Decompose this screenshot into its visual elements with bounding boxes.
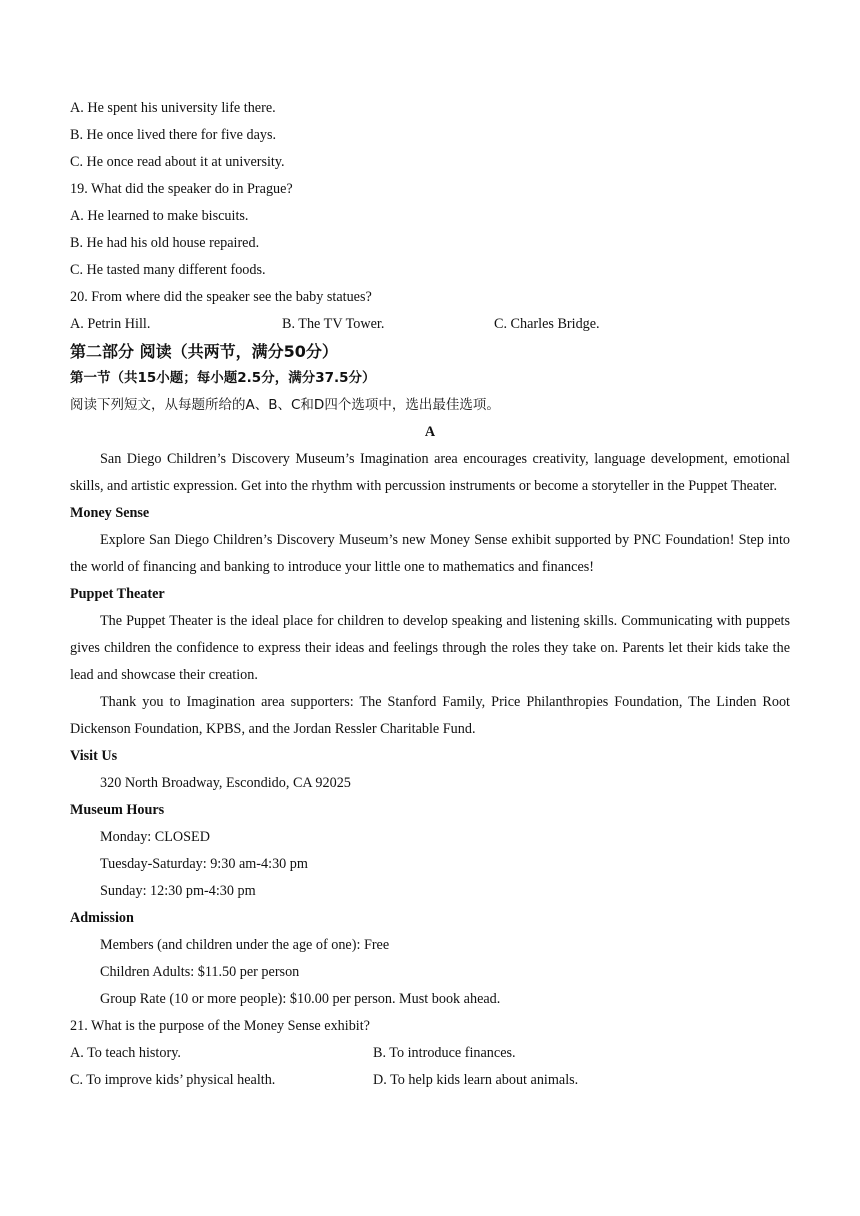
- q19-question: 19. What did the speaker do in Prague?: [70, 181, 293, 197]
- q18-option-c: C. He once read about it at university.: [70, 154, 285, 170]
- hours-monday: Monday: CLOSED: [100, 829, 210, 845]
- q20-option-c: C. Charles Bridge.: [494, 316, 600, 332]
- q21-question: 21. What is the purpose of the Money Sense exhibit?: [70, 1018, 370, 1034]
- money-sense-heading: Money Sense: [70, 505, 150, 521]
- hours-sunday: Sunday: 12:30 pm-4:30 pm: [100, 883, 256, 899]
- admission-heading: Admission: [70, 910, 134, 926]
- address: 320 North Broadway, Escondido, CA 92025: [100, 775, 351, 791]
- supporters-text: Thank you to Imagination area supporters: The Stanford Family, Price Philanthropies Foundation, The Linden Root Dickenson Foundation, KPBS, and the Jordan Ressler Charitable Fund.: [70, 694, 790, 737]
- q21-option-b: B. To introduce finances.: [373, 1045, 516, 1061]
- q21-options-row2: [70, 1067, 790, 1094]
- hours-tue-sat: Tuesday-Saturday: 9:30 am-4:30 pm: [100, 856, 308, 872]
- q20-option-b: B. The TV Tower.: [282, 316, 385, 332]
- section1-title: 第一节（共15小题；每小题2.5分，满分37.5分）: [70, 370, 376, 386]
- q20-option-a: A. Petrin Hill.: [70, 316, 151, 332]
- q21-option-c: C. To improve kids’ physical health.: [70, 1072, 276, 1088]
- q20-options: [70, 311, 790, 338]
- q21-option-d: D. To help kids learn about animals.: [373, 1072, 579, 1088]
- q18-option-b: B. He once lived there for five days.: [70, 127, 277, 143]
- admission-members: Members (and children under the age of one): Free: [100, 937, 390, 953]
- q21-option-a: A. To teach history.: [70, 1045, 181, 1061]
- q19-option-a: A. He learned to make biscuits.: [70, 208, 249, 224]
- puppet-theater-heading: Puppet Theater: [70, 586, 165, 602]
- visit-us-heading: Visit Us: [70, 748, 118, 764]
- passage-label: A: [424, 424, 436, 440]
- passage-intro: San Diego Children’s Discovery Museum’s Imagination area encourages creativity, language development, emotional skills, and artistic expression. Get into the rhythm with percussion instruments or become a storyteller in the Puppet Theater.: [70, 451, 790, 494]
- q19-option-b: B. He had his old house repaired.: [70, 235, 260, 251]
- reading-instruction: 阅读下列短文，从每题所给的A、B、C和D四个选项中，选出最佳选项。: [70, 397, 500, 413]
- q20-question: 20. From where did the speaker see the baby statues?: [70, 289, 372, 305]
- q18-option-a: A. He spent his university life there.: [70, 100, 276, 116]
- exam-page: [70, 95, 790, 1094]
- museum-hours-heading: Museum Hours: [70, 802, 165, 818]
- money-sense-text: Explore San Diego Children’s Discovery Museum’s new Money Sense exhibit supported by PNC Foundation! Step into the world of financing and banking to introduce your little one to mathematics and finances!: [70, 532, 790, 575]
- admission-children-adults: Children Adults: $11.50 per person: [100, 964, 300, 980]
- q19-option-c: C. He tasted many different foods.: [70, 262, 266, 278]
- q21-options-row1: [70, 1040, 790, 1067]
- admission-group-rate: Group Rate (10 or more people): $10.00 per person. Must book ahead.: [100, 991, 501, 1007]
- part2-title: 第二部分 阅读（共两节，满分50分）: [70, 342, 338, 361]
- puppet-theater-text: The Puppet Theater is the ideal place for children to develop speaking and listening skills. Communicating with puppets gives children the confidence to express their ideas and feelings through the roles they take on. Parents let their kids take the lead and showcase their creation.: [70, 613, 790, 683]
